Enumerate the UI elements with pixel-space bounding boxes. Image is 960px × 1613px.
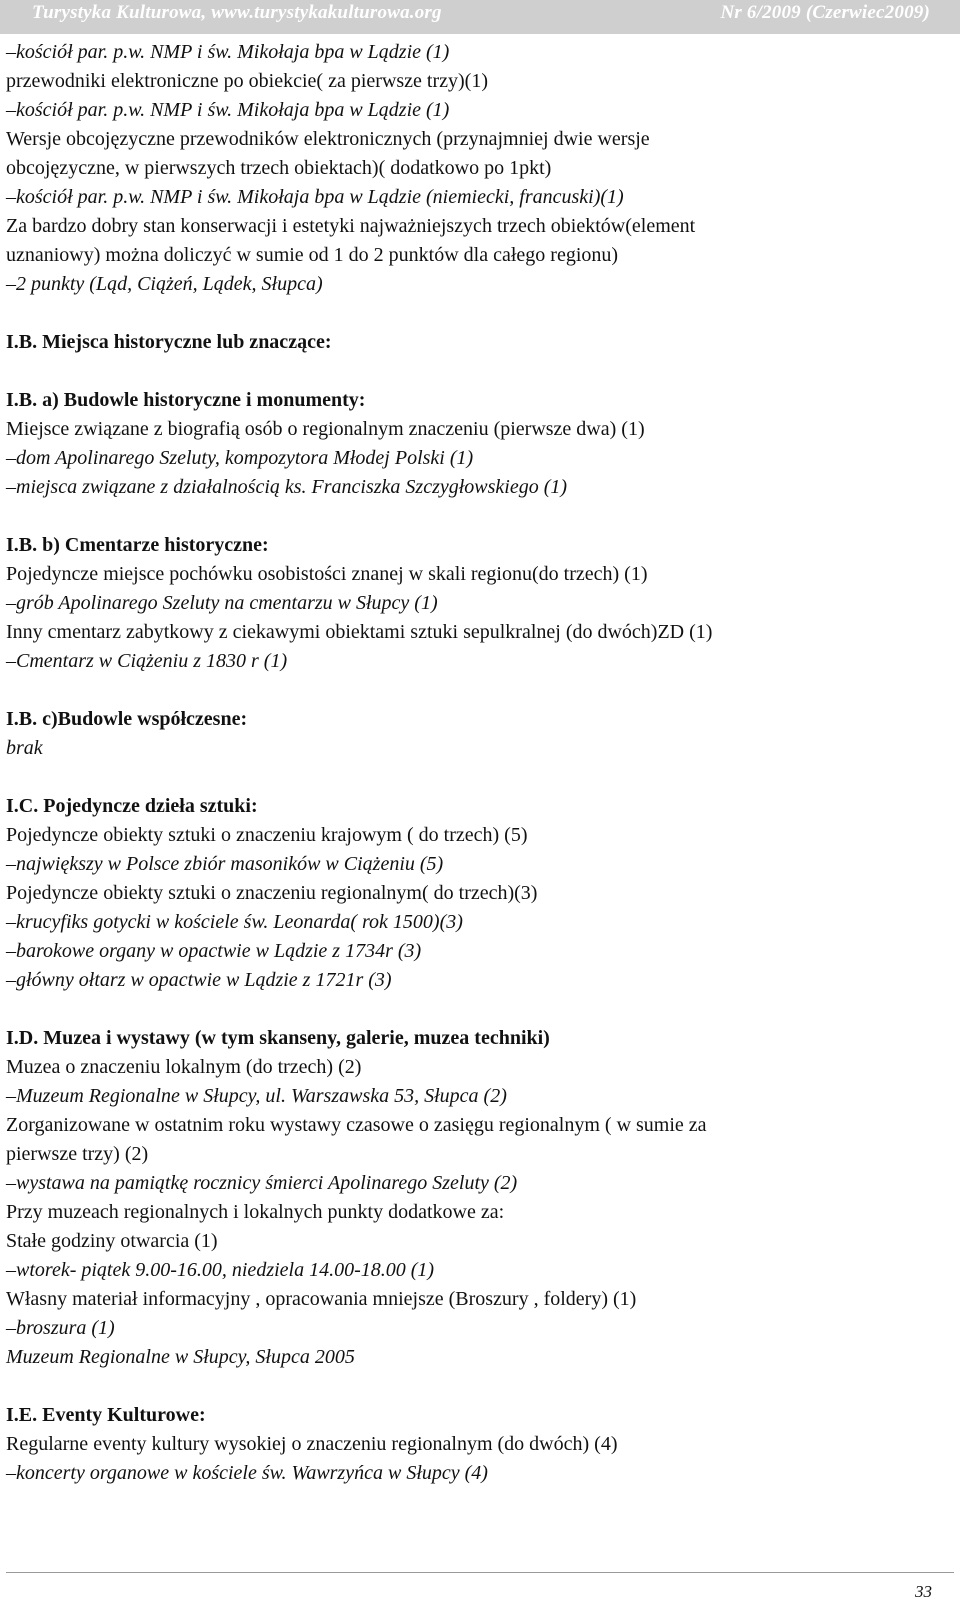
paragraph-gap bbox=[6, 763, 951, 792]
paragraph-gap bbox=[6, 995, 951, 1024]
page-number: 33 bbox=[915, 1582, 932, 1601]
example-line: –grób Apolinarego Szeluty na cmentarzu w Słupcy (1) bbox=[6, 592, 438, 614]
text-line: Regularne eventy kultury wysokiej o znaczeniu regionalnym (do dwóch) (4) bbox=[6, 1433, 618, 1455]
example-line: –miejsca związane z działalnością ks. Franciszka Szczygłowskiego (1) bbox=[6, 476, 568, 498]
example-line: –główny ołtarz w opactwie w Lądzie z 1721r (3) bbox=[6, 969, 392, 991]
text-line: Pojedyncze miejsce pochówku osobistości znanej w skali regionu(do trzech) (1) bbox=[6, 563, 648, 585]
example-line: –kościół par. p.w. NMP i św. Mikołaja bpa w Lądzie (1) bbox=[6, 99, 450, 121]
example-line: –krucyfiks gotycki w kościele św. Leonarda( rok 1500)(3) bbox=[6, 911, 463, 933]
example-line: –Cmentarz w Ciążeniu z 1830 r (1) bbox=[6, 650, 288, 672]
section-heading: I.D. Muzea i wystawy (w tym skanseny, galerie, muzea techniki) bbox=[6, 1027, 550, 1049]
paragraph-gap bbox=[6, 299, 951, 328]
text-line: uznaniowy) można doliczyć w sumie od 1 do 2 punktów dla całego regionu) bbox=[6, 244, 619, 266]
text-line: Pojedyncze obiekty sztuki o znaczeniu regionalnym( do trzech)(3) bbox=[6, 882, 538, 904]
section-heading: I.B. Miejsca historyczne lub znaczące: bbox=[6, 331, 332, 353]
text-line: Własny materiał informacyjny , opracowania mniejsze (Broszury , foldery) (1) bbox=[6, 1288, 637, 1310]
text-line: Miejsce związane z biografią osób o regionalnym znaczeniu (pierwsze dwa) (1) bbox=[6, 418, 645, 440]
example-line: –największy w Polsce zbiór masoników w Ciążeniu (5) bbox=[6, 853, 444, 875]
section-heading: I.B. b) Cmentarze historyczne: bbox=[6, 534, 269, 556]
paragraph-gap bbox=[6, 502, 951, 531]
footer-divider bbox=[6, 1572, 954, 1573]
text-line: obcojęzyczne, w pierwszych trzech obiektach)( dodatkowo po 1pkt) bbox=[6, 157, 552, 179]
example-line: –broszura (1) bbox=[6, 1317, 115, 1339]
example-line: –kościół par. p.w. NMP i św. Mikołaja bpa w Lądzie (1) bbox=[6, 41, 450, 63]
text-line: Zorganizowane w ostatnim roku wystawy czasowe o zasięgu regionalnym ( w sumie za bbox=[6, 1114, 707, 1136]
example-line: –Muzeum Regionalne w Słupcy, ul. Warszawska 53, Słupca (2) bbox=[6, 1085, 507, 1107]
paragraph-gap bbox=[6, 676, 951, 705]
issue-number: Nr 6/2009 (Czerwiec2009) bbox=[720, 2, 930, 23]
example-line: –dom Apolinarego Szeluty, kompozytora Młodej Polski (1) bbox=[6, 447, 474, 469]
paragraph-gap bbox=[6, 357, 951, 386]
example-line: Muzeum Regionalne w Słupcy, Słupca 2005 bbox=[6, 1346, 355, 1368]
section-heading: I.B. c)Budowle współczesne: bbox=[6, 708, 248, 730]
example-line: –wystawa na pamiątkę rocznicy śmierci Apolinarego Szeluty (2) bbox=[6, 1172, 518, 1194]
text-line: przewodniki elektroniczne po obiekcie( za pierwsze trzy)(1) bbox=[6, 70, 488, 92]
section-heading: I.E. Eventy Kulturowe: bbox=[6, 1404, 206, 1426]
text-line: Przy muzeach regionalnych i lokalnych punkty dodatkowe za: bbox=[6, 1201, 505, 1223]
example-line: –2 punkty (Ląd, Ciążeń, Lądek, Słupca) bbox=[6, 273, 323, 295]
journal-title: Turystyka Kulturowa, www.turystykakulturowa.org bbox=[32, 2, 442, 23]
example-line: –barokowe organy w opactwie w Lądzie z 1734r (3) bbox=[6, 940, 422, 962]
text-line: pierwsze trzy) (2) bbox=[6, 1143, 149, 1165]
text-line: Stałe godziny otwarcia (1) bbox=[6, 1230, 218, 1252]
paragraph-gap bbox=[6, 1372, 951, 1401]
text-line: Wersje obcojęzyczne przewodników elektronicznych (przynajmniej dwie wersje bbox=[6, 128, 650, 150]
section-heading: I.C. Pojedyncze dzieła sztuki: bbox=[6, 795, 258, 817]
text-line: Za bardzo dobry stan konserwacji i estetyki najważniejszych trzech obiektów(element bbox=[6, 215, 696, 237]
example-line: brak bbox=[6, 737, 43, 759]
document-body bbox=[6, 38, 951, 1488]
section-heading: I.B. a) Budowle historyczne i monumenty: bbox=[6, 389, 366, 411]
text-line: Inny cmentarz zabytkowy z ciekawymi obiektami sztuki sepulkralnej (do dwóch)ZD (1) bbox=[6, 621, 713, 643]
example-line: –kościół par. p.w. NMP i św. Mikołaja bpa w Lądzie (niemiecki, francuski)(1) bbox=[6, 186, 624, 208]
example-line: –wtorek- piątek 9.00-16.00, niedziela 14.00-18.00 (1) bbox=[6, 1259, 435, 1281]
text-line: Pojedyncze obiekty sztuki o znaczeniu krajowym ( do trzech) (5) bbox=[6, 824, 528, 846]
example-line: –koncerty organowe w kościele św. Wawrzyńca w Słupcy (4) bbox=[6, 1462, 488, 1484]
text-line: Muzea o znaczeniu lokalnym (do trzech) (2) bbox=[6, 1056, 362, 1078]
page-header bbox=[0, 0, 960, 34]
